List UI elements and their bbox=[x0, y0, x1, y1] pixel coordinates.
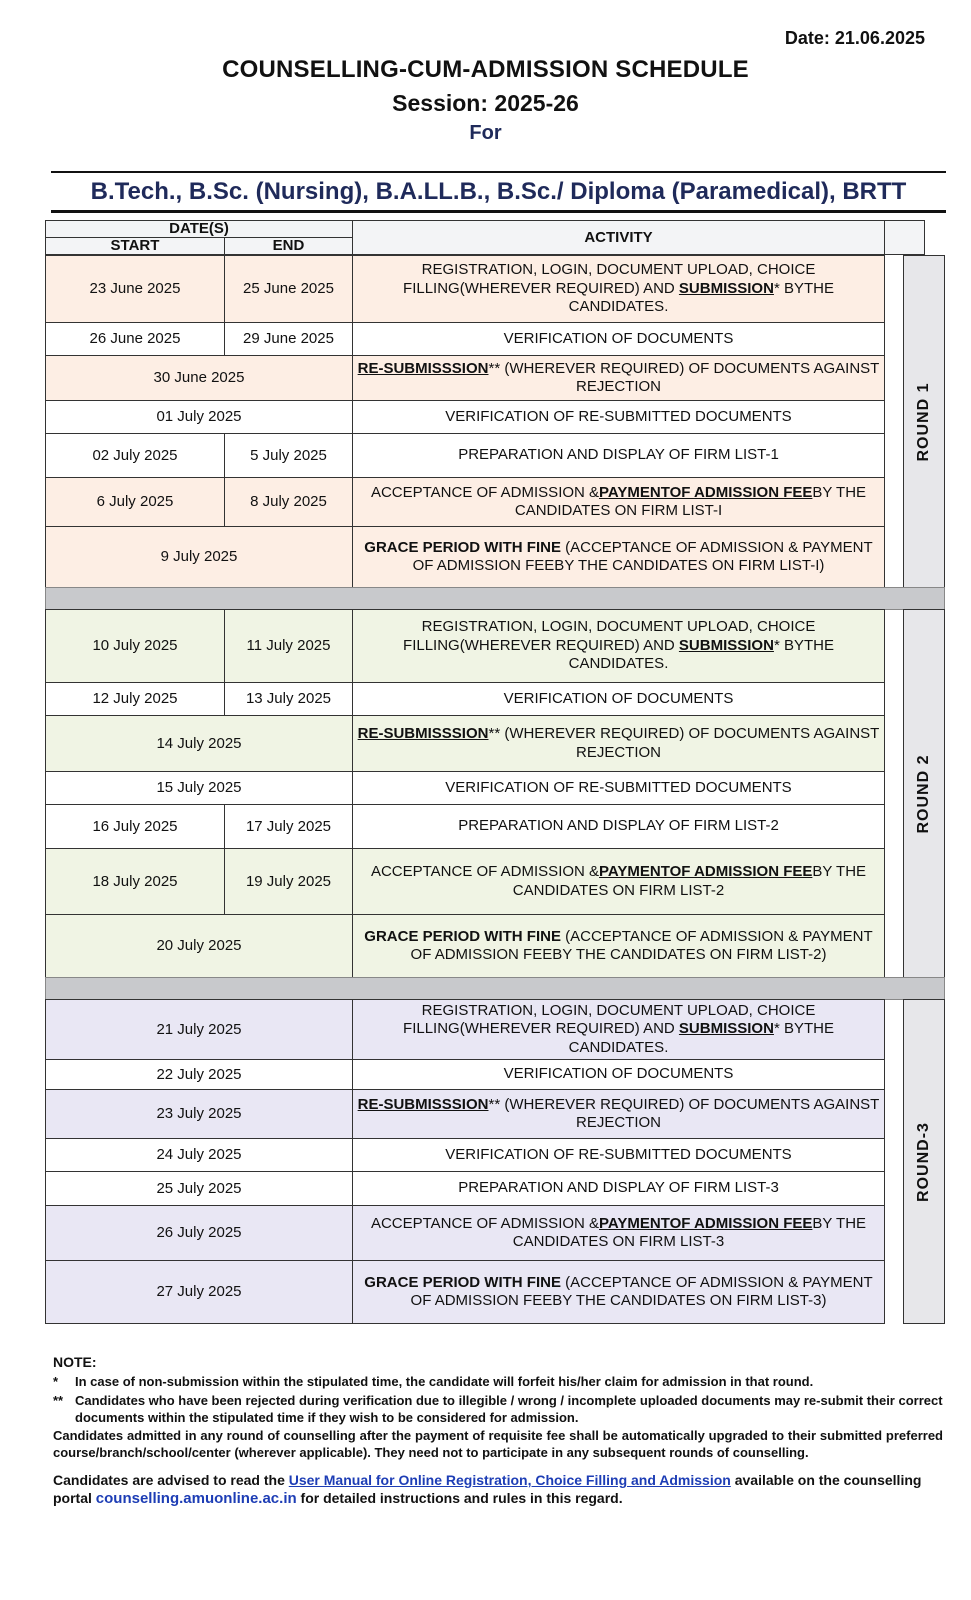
activity-verify-resubmitted: VERIFICATION OF RE-SUBMITTED DOCUMENTS bbox=[352, 400, 885, 434]
activity-grace-period: GRACE PERIOD WITH FINE (ACCEPTANCE OF ADMISSION & PAYMENT OF ADMISSION FEEBY THE CANDIDATES ON FIRM LIST-3) bbox=[352, 1260, 885, 1324]
round-separator bbox=[45, 587, 945, 610]
divider-line bbox=[51, 171, 946, 173]
activity-verification: VERIFICATION OF DOCUMENTS bbox=[352, 1059, 885, 1090]
date-single: 25 July 2025 bbox=[45, 1171, 353, 1206]
round-label: ROUND 2 bbox=[915, 753, 932, 834]
date-end: 29 June 2025 bbox=[224, 322, 353, 356]
date-single: 9 July 2025 bbox=[45, 526, 353, 588]
date-single: 24 July 2025 bbox=[45, 1138, 353, 1172]
activity-acceptance: ACCEPTANCE OF ADMISSION &PAYMENTOF ADMISSION FEEBY THE CANDIDATES ON FIRM LIST-2 bbox=[352, 848, 885, 915]
date-end: 13 July 2025 bbox=[224, 682, 353, 716]
date-start: 16 July 2025 bbox=[45, 804, 225, 849]
user-manual-link[interactable]: User Manual for Online Registration, Choice Filling and Admission bbox=[288, 1472, 731, 1488]
activity-verify-resubmitted: VERIFICATION OF RE-SUBMITTED DOCUMENTS bbox=[352, 1138, 885, 1172]
note-marker: * bbox=[53, 1373, 59, 1389]
round-label: ROUND-3 bbox=[915, 1121, 932, 1202]
schedule-table bbox=[45, 220, 945, 1350]
note-item bbox=[53, 1393, 943, 1426]
date-single: 14 July 2025 bbox=[45, 715, 353, 772]
activity-resubmission: RE-SUBMISSSION** (WHEREVER REQUIRED) OF DOCUMENTS AGAINST REJECTION bbox=[352, 355, 885, 401]
date-start: 10 July 2025 bbox=[45, 609, 225, 683]
activity-registration: REGISTRATION, LOGIN, DOCUMENT UPLOAD, CHOICE FILLING(WHEREVER REQUIRED) AND SUBMISSION* BYTHE CANDIDATES. bbox=[352, 609, 885, 683]
round-3-column bbox=[903, 999, 945, 1324]
date-single: 26 July 2025 bbox=[45, 1205, 353, 1261]
end-header: END bbox=[224, 237, 353, 255]
round-1-column bbox=[903, 255, 945, 588]
note-text: In case of non-submission within the stipulated time, the candidate will forfeit his/her claim for admission in that round. bbox=[75, 1373, 814, 1389]
date-single: 15 July 2025 bbox=[45, 771, 353, 805]
activity-grace-period: GRACE PERIOD WITH FINE (ACCEPTANCE OF ADMISSION & PAYMENT OF ADMISSION FEEBY THE CANDIDATES ON FIRM LIST-2) bbox=[352, 914, 885, 978]
activity-firm-list: PREPARATION AND DISPLAY OF FIRM LIST-1 bbox=[352, 433, 885, 478]
courses-heading: B.Tech., B.Sc. (Nursing), B.A.LL.B., B.Sc./ Diploma (Paramedical), BRTT bbox=[90, 178, 907, 205]
activity-verification: VERIFICATION OF DOCUMENTS bbox=[352, 322, 885, 356]
notes-section bbox=[53, 1354, 943, 1508]
document-title: COUNSELLING-CUM-ADMISSION SCHEDULE bbox=[222, 56, 749, 83]
notes-heading: NOTE: bbox=[53, 1354, 97, 1370]
date-single: 23 July 2025 bbox=[45, 1089, 353, 1139]
note-item bbox=[53, 1374, 943, 1391]
activity-registration: REGISTRATION, LOGIN, DOCUMENT UPLOAD, CHOICE FILLING(WHEREVER REQUIRED) AND SUBMISSION* BYTHE CANDIDATES. bbox=[352, 255, 885, 323]
date-single: 21 July 2025 bbox=[45, 999, 353, 1060]
date-start: 18 July 2025 bbox=[45, 848, 225, 915]
activity-acceptance: ACCEPTANCE OF ADMISSION &PAYMENTOF ADMISSION FEEBY THE CANDIDATES ON FIRM LIST-I bbox=[352, 477, 885, 527]
date-single: 27 July 2025 bbox=[45, 1260, 353, 1324]
activity-acceptance: ACCEPTANCE OF ADMISSION &PAYMENTOF ADMISSION FEEBY THE CANDIDATES ON FIRM LIST-3 bbox=[352, 1205, 885, 1261]
note-text: Candidates who have been rejected during verification due to illegible / wrong / incomplete uploaded documents may re-submit their correct documents within the stipulated time if they wish to be considered for admission. bbox=[75, 1393, 943, 1425]
advise-note: Candidates are advised to read the User Manual for Online Registration, Choice Filling and Admission available on the counselling portal counselling.amuonline.ac.in for detailed instructions and rules in this regard. bbox=[53, 1472, 922, 1507]
upgrade-note: Candidates admitted in any round of counselling after the payment of requisite fee shall be automatically upgraded to their submitted preferred course/branch/school/center (wherever applicable). They need not to participate in any subsequent rounds of counselling. bbox=[53, 1428, 943, 1460]
date-start: 26 June 2025 bbox=[45, 322, 225, 356]
divider-line bbox=[51, 210, 946, 213]
date-start: 6 July 2025 bbox=[45, 477, 225, 527]
date-end: 8 July 2025 bbox=[224, 477, 353, 527]
date-start: 12 July 2025 bbox=[45, 682, 225, 716]
round-header bbox=[884, 220, 925, 255]
round-label: ROUND 1 bbox=[915, 381, 932, 462]
activity-verify-resubmitted: VERIFICATION OF RE-SUBMITTED DOCUMENTS bbox=[352, 771, 885, 805]
activity-resubmission: RE-SUBMISSSION** (WHEREVER REQUIRED) OF DOCUMENTS AGAINST REJECTION bbox=[352, 715, 885, 772]
activity-grace-period: GRACE PERIOD WITH FINE (ACCEPTANCE OF ADMISSION & PAYMENT OF ADMISSION FEEBY THE CANDIDATES ON FIRM LIST-I) bbox=[352, 526, 885, 588]
round-2-column bbox=[903, 609, 945, 978]
date-single: 22 July 2025 bbox=[45, 1059, 353, 1090]
date-start: 02 July 2025 bbox=[45, 433, 225, 478]
date-end: 19 July 2025 bbox=[224, 848, 353, 915]
date-end: 11 July 2025 bbox=[224, 609, 353, 683]
date-end: 5 July 2025 bbox=[224, 433, 353, 478]
session-label: Session: 2025-26 bbox=[392, 90, 579, 116]
portal-link[interactable]: counselling.amuonline.ac.in bbox=[95, 1490, 297, 1507]
note-marker: ** bbox=[53, 1393, 64, 1408]
dates-header: DATE(S) bbox=[45, 220, 353, 238]
date-end: 17 July 2025 bbox=[224, 804, 353, 849]
activity-registration: REGISTRATION, LOGIN, DOCUMENT UPLOAD, CHOICE FILLING(WHEREVER REQUIRED) AND SUBMISSION* BYTHE CANDIDATES. bbox=[352, 999, 885, 1060]
date-single: 30 June 2025 bbox=[45, 355, 353, 401]
document-date: Date: 21.06.2025 bbox=[784, 28, 925, 48]
date-single: 01 July 2025 bbox=[45, 400, 353, 434]
date-single: 20 July 2025 bbox=[45, 914, 353, 978]
activity-resubmission: RE-SUBMISSSION** (WHEREVER REQUIRED) OF DOCUMENTS AGAINST REJECTION bbox=[352, 1089, 885, 1139]
date-start: 23 June 2025 bbox=[45, 255, 225, 323]
date-end: 25 June 2025 bbox=[224, 255, 353, 323]
for-label: For bbox=[469, 122, 502, 144]
round-separator bbox=[45, 977, 945, 1000]
activity-firm-list: PREPARATION AND DISPLAY OF FIRM LIST-3 bbox=[352, 1171, 885, 1206]
activity-firm-list: PREPARATION AND DISPLAY OF FIRM LIST-2 bbox=[352, 804, 885, 849]
start-header: START bbox=[45, 237, 225, 255]
activity-header: ACTIVITY bbox=[352, 220, 885, 255]
activity-verification: VERIFICATION OF DOCUMENTS bbox=[352, 682, 885, 716]
